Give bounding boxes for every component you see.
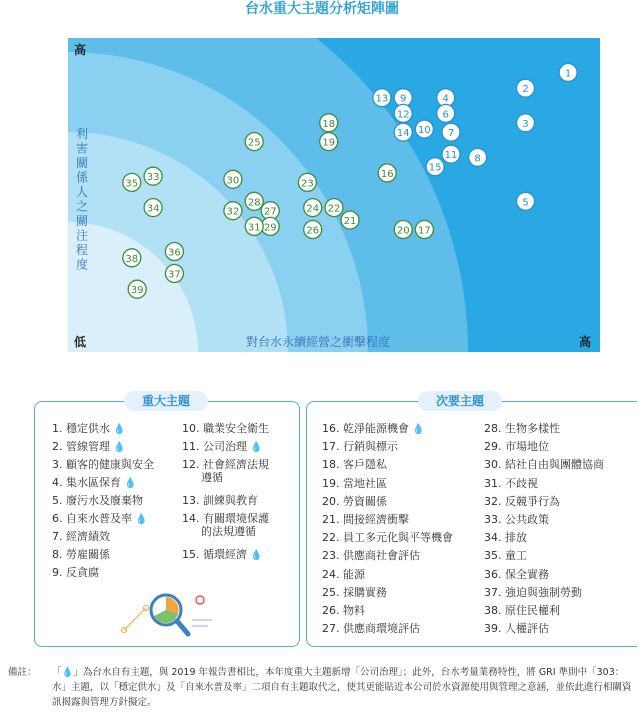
legend-item-label: 22. 員工多元化與平等機會 xyxy=(322,531,453,545)
legend-item-label: 33. 公共政策 xyxy=(484,513,549,526)
topic-point-7 xyxy=(442,123,460,141)
legend-item xyxy=(484,458,604,471)
legend-item xyxy=(322,531,453,544)
magnifier-chart-illustration xyxy=(120,590,220,640)
topic-point-label: 39 xyxy=(130,285,144,297)
legend-item xyxy=(484,495,560,508)
legend-item-label: 31. 不歧視 xyxy=(484,476,538,490)
legend-item xyxy=(182,512,269,538)
minor-topics-title: 次要主題 xyxy=(418,391,502,411)
legend-item-label: 1. 穩定供水 xyxy=(52,422,110,435)
topic-point-8 xyxy=(469,148,487,166)
major-topics-title: 重大主題 xyxy=(124,391,208,411)
legend-item xyxy=(52,422,125,436)
topic-point-label: 38 xyxy=(125,253,139,265)
y-axis-title: 利害關係人之關注程度 xyxy=(75,127,89,272)
topic-point-label: 2 xyxy=(522,84,529,96)
topic-point-label: 7 xyxy=(447,128,455,140)
topic-point-12 xyxy=(394,104,412,122)
legend-item xyxy=(484,604,560,617)
topic-point-36 xyxy=(165,243,183,261)
topic-point-label: 22 xyxy=(327,203,341,215)
topic-point-label: 27 xyxy=(263,206,277,218)
topic-point-20 xyxy=(394,221,412,239)
legend-item-label: 2. 管線管理 xyxy=(52,440,110,453)
legend-item-label: 24. 能源 xyxy=(322,567,365,581)
legend-item-label: 37. 強迫與強制勞動 xyxy=(484,585,582,599)
topic-point-label: 16 xyxy=(380,169,394,180)
legend-item-label: 26. 物料 xyxy=(322,604,365,617)
topic-point-label: 18 xyxy=(322,118,336,130)
legend-item xyxy=(484,513,549,526)
legend-item-label: 39. 人權評估 xyxy=(484,622,549,636)
legend-item xyxy=(322,586,387,599)
topic-point-label: 37 xyxy=(168,269,181,281)
legend-item xyxy=(52,566,99,579)
legend-item xyxy=(52,440,125,454)
x-axis-low-label: 低 xyxy=(73,335,87,349)
topic-point-label: 4 xyxy=(442,93,449,105)
topic-point-label: 9 xyxy=(400,93,407,105)
topic-point-21 xyxy=(341,211,359,229)
topic-point-11 xyxy=(442,145,460,163)
legend-item-label: 15. 循環經濟 xyxy=(182,548,247,561)
legend-item-label: 23. 供應商社會評估 xyxy=(322,549,420,563)
legend-item-label-cont: 遵循 xyxy=(201,471,223,484)
topic-point-24 xyxy=(304,199,322,217)
legend-item xyxy=(322,495,387,508)
topic-point-32 xyxy=(224,202,242,220)
topic-point-16 xyxy=(378,164,396,182)
topic-point-label: 26 xyxy=(306,225,320,237)
legend-item-label: 27. 供應商環境評估 xyxy=(322,622,420,636)
topic-point-label: 21 xyxy=(343,216,357,228)
legend-item xyxy=(322,440,398,453)
legend-item-label: 25. 採購實務 xyxy=(322,585,387,599)
legend-item-label: 11. 公司治理 xyxy=(182,440,247,453)
topic-point-label: 13 xyxy=(375,93,389,105)
topic-point-label: 28 xyxy=(247,197,261,209)
legend-item xyxy=(322,477,387,490)
legend-item-label: 34. 排放 xyxy=(484,531,527,545)
topic-point-37 xyxy=(165,265,183,283)
topic-point-label: 12 xyxy=(396,109,410,121)
water-drop-icon: 💧 xyxy=(135,514,148,525)
topic-point-10 xyxy=(415,120,433,138)
water-drop-icon: 💧 xyxy=(412,424,425,435)
topic-point-26 xyxy=(304,221,322,239)
legend-item-label: 8. 勞雇關係 xyxy=(52,548,110,561)
topic-point-6 xyxy=(437,104,455,122)
legend-item-label: 6. 自來水普及率 xyxy=(52,512,132,525)
legend-item-label: 4. 集水區保育 xyxy=(52,476,121,489)
topic-point-label: 34 xyxy=(146,203,160,215)
y-axis-high-label: 高 xyxy=(73,43,87,57)
legend-item xyxy=(484,549,527,562)
legend-item xyxy=(182,458,269,484)
legend-item-label: 30. 結社自由與團體協商 xyxy=(484,458,604,472)
legend-item-label: 28. 生物多樣性 xyxy=(484,422,560,435)
topic-point-label: 10 xyxy=(418,125,431,137)
topic-point-label: 11 xyxy=(444,150,458,162)
legend-item-label: 29. 市場地位 xyxy=(484,440,549,454)
topic-point-label: 29 xyxy=(263,222,277,234)
topic-point-38 xyxy=(123,249,141,267)
legend-item-label: 20. 勞資關係 xyxy=(322,494,387,508)
legend-item xyxy=(322,422,424,436)
topic-point-label: 8 xyxy=(474,153,481,165)
topic-point-19 xyxy=(320,133,338,151)
legend-item-label: 38. 原住民權利 xyxy=(484,604,560,617)
materiality-matrix xyxy=(68,38,600,352)
topic-point-label: 31 xyxy=(247,222,261,234)
page-title: 台水重大主題分析矩陣圖 xyxy=(245,1,399,17)
legend-item xyxy=(322,513,409,526)
topic-point-label: 33 xyxy=(146,172,160,184)
topic-point-label: 35 xyxy=(125,178,139,190)
legend-item-label: 10. 職業安全衛生 xyxy=(182,422,269,435)
legend-item-label: 32. 反競爭行為 xyxy=(484,494,560,508)
legend-item xyxy=(52,530,110,543)
topic-point-label: 36 xyxy=(168,247,181,259)
topic-point-23 xyxy=(298,173,316,191)
x-axis-title: 對台水永續經營之衝擊程度 xyxy=(245,335,391,349)
legend-item-label: 9. 反貪腐 xyxy=(52,566,99,579)
legend-item xyxy=(484,440,549,453)
topic-point-28 xyxy=(245,192,263,210)
legend-item-label: 12. 社會經濟法規 xyxy=(182,458,269,471)
topic-point-33 xyxy=(144,167,162,185)
topic-point-29 xyxy=(261,217,279,235)
legend-item-label: 3. 顧客的健康與安全 xyxy=(52,458,154,471)
legend-item-label-cont: 的法規遵循 xyxy=(201,525,256,538)
water-drop-icon: 💧 xyxy=(250,442,263,453)
legend-item xyxy=(484,477,538,490)
topic-point-35 xyxy=(123,173,141,191)
topic-point-label: 17 xyxy=(418,225,431,237)
legend-item xyxy=(484,422,560,435)
topic-point-label: 6 xyxy=(442,109,449,121)
legend-item xyxy=(52,548,110,561)
topic-point-3 xyxy=(517,114,535,132)
topic-point-label: 3 xyxy=(522,118,529,130)
water-drop-icon: 💧 xyxy=(250,550,263,561)
legend-item-label: 17. 行銷與標示 xyxy=(322,440,398,454)
topic-point-31 xyxy=(245,217,263,235)
legend-item xyxy=(484,622,549,635)
water-drop-icon: 💧 xyxy=(113,424,126,435)
legend-panel xyxy=(0,386,644,656)
topic-point-label: 5 xyxy=(522,197,529,209)
topic-point-1 xyxy=(559,64,577,82)
legend-item-label: 36. 保全實務 xyxy=(484,567,549,581)
legend-item xyxy=(182,422,269,435)
legend-item xyxy=(484,531,527,544)
topic-point-label: 23 xyxy=(301,178,314,190)
topic-point-5 xyxy=(517,192,535,210)
legend-item xyxy=(52,476,136,490)
topic-point-label: 19 xyxy=(322,137,336,149)
topic-point-label: 1 xyxy=(564,68,572,80)
water-drop-icon: 💧 xyxy=(124,478,137,489)
legend-item-label: 16. 乾淨能源機會 xyxy=(322,422,409,435)
topic-point-17 xyxy=(415,221,433,239)
topic-point-label: 14 xyxy=(396,128,410,140)
topic-point-2 xyxy=(517,79,535,97)
topic-point-label: 20 xyxy=(396,225,410,237)
footnote-text: 「💧」為台水自有主題，與 2019 年報告書相比，本年度重大主題新增「公司治理」；此外，台水考量業務特性，將 GRI 準則中「303：水」主題，以「穩定供水」及「自來水普及率」二項自有主題取代之，使其更能貼近本公司於水資源使用與管理之意涵，並依此進行相關資訊揭露與管理方針擬定。 xyxy=(52,667,632,708)
legend-item xyxy=(52,458,154,471)
topic-point-label: 15 xyxy=(428,162,442,174)
water-drop-icon: 💧 xyxy=(113,442,126,453)
legend-item xyxy=(322,549,420,562)
legend-item xyxy=(322,568,365,581)
legend-item-label: 13. 訓練與教育 xyxy=(182,494,258,507)
topic-point-34 xyxy=(144,199,162,217)
legend-item-label: 19. 當地社區 xyxy=(322,476,387,490)
x-axis-high-label: 高 xyxy=(578,335,592,349)
legend-item xyxy=(484,568,549,581)
legend-item xyxy=(52,494,143,507)
legend-item-label: 18. 客戶隱私 xyxy=(322,458,387,472)
topic-point-label: 24 xyxy=(306,203,320,215)
legend-item-label: 14. 有關環境保護 xyxy=(182,512,269,525)
topic-point-label: 25 xyxy=(247,137,261,149)
topic-point-39 xyxy=(128,280,146,298)
topic-point-14 xyxy=(394,123,412,141)
footnote xyxy=(8,665,638,710)
topic-point-label: 30 xyxy=(226,175,240,187)
legend-item-label: 21. 間接經濟衝擊 xyxy=(322,513,409,526)
legend-item xyxy=(182,494,258,507)
legend-item xyxy=(182,548,262,562)
footnote-label: 備註： xyxy=(8,667,37,678)
legend-item xyxy=(484,586,582,599)
legend-item-label: 7. 經濟績效 xyxy=(52,530,110,543)
topic-point-22 xyxy=(325,199,343,217)
legend-item xyxy=(322,458,387,471)
legend-item xyxy=(322,622,420,635)
legend-item-label: 35. 童工 xyxy=(484,549,527,563)
topic-point-25 xyxy=(245,133,263,151)
legend-item xyxy=(182,440,262,454)
legend-item xyxy=(52,512,147,526)
legend-item xyxy=(322,604,365,617)
topic-point-30 xyxy=(224,170,242,188)
topic-point-15 xyxy=(426,158,444,176)
legend-item-label: 5. 廢污水及廢棄物 xyxy=(52,494,143,507)
topic-point-18 xyxy=(320,114,338,132)
topic-point-label: 32 xyxy=(226,206,240,218)
topic-point-13 xyxy=(373,89,391,107)
